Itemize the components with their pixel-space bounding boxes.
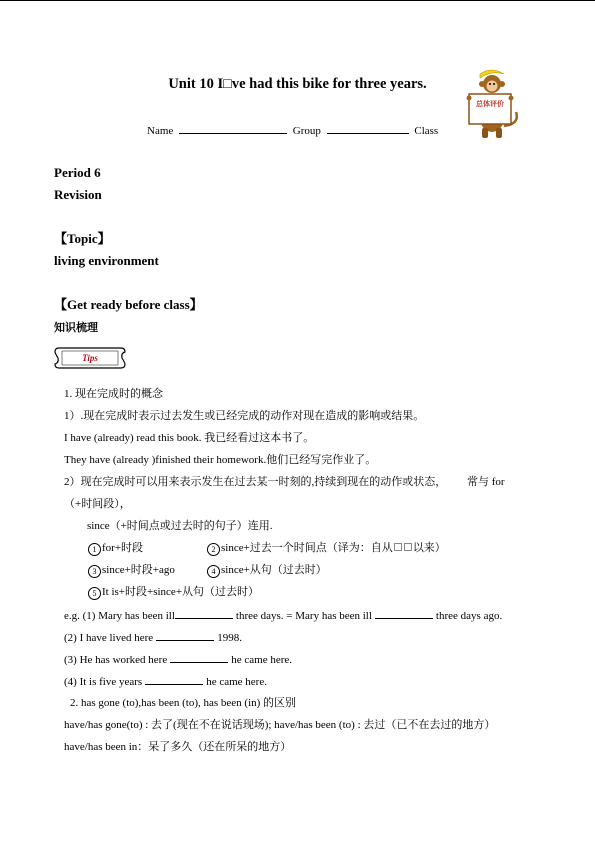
topic-heading: 【Topic】 (54, 231, 111, 246)
tips-text: Tips (82, 353, 98, 363)
circled-number-1: 1 (88, 543, 101, 556)
revision-heading: Revision (54, 187, 102, 202)
knowledge-heading: 知识梳理 (54, 321, 98, 334)
exercise-4-blank[interactable] (145, 674, 203, 685)
usage-item-4: 4 since+从句（过去时） (207, 563, 327, 578)
exercise-4: (4) It is five years he came here. (64, 676, 267, 688)
concept-line-2: 1）.现在完成时表示过去发生或已经完成的动作对现在造成的影响或结果。 (64, 410, 425, 422)
circled-number-2: 2 (207, 543, 220, 556)
page-title: Unit 10 I□ve had this bike for three years. (168, 76, 427, 92)
exercise-2-blank[interactable] (156, 630, 214, 641)
exercise-1-blank-a[interactable] (175, 608, 233, 619)
topic-text: living environment (54, 253, 159, 268)
tips-label-icon (53, 345, 127, 371)
usage-item-1: 1 for+时段 (88, 541, 143, 556)
example-line-read-book: I have (already) read this book. 我已经看过这本书了。 (64, 432, 315, 444)
period-heading: Period 6 (54, 165, 101, 180)
section-2-heading: 2. has gone (to),has been (to), has been (in) 的区别 (70, 697, 297, 709)
student-info-line (147, 123, 438, 138)
circled-number-3: 3 (88, 565, 101, 578)
section-2-line-1: have/has gone(to) : 去了(现在不在说话现场); have/has been (to) : 去过（已不在去过的地方） (64, 719, 496, 731)
name-field[interactable] (179, 123, 287, 134)
section-2-line-2: have/has been in：呆了多久（还在所呆的地方） (64, 741, 292, 753)
name-label: Name (147, 125, 174, 137)
badge-text: 总体评价 (476, 100, 504, 108)
evaluation-board-icon (469, 94, 511, 124)
concept-line-5: since（+时间点或过去时的句子）连用. (87, 520, 273, 532)
exercise-3-blank[interactable] (170, 652, 228, 663)
concept-line-3-for: 常与 for (467, 476, 505, 488)
group-label: Group (292, 125, 321, 137)
top-rule (0, 0, 595, 1)
concept-line-4: （+时间段）， (64, 498, 131, 510)
exercise-2: (2) I have lived here 1998. (64, 632, 242, 644)
exercise-1: e.g. (1) Mary has been ill three days. = Mary has been ill three days ago. (64, 610, 503, 622)
box-icon (394, 543, 402, 551)
exercise-3: (3) He has worked here he came here. (64, 654, 292, 666)
concept-line-3-text: 2）现在完成时可以用来表示发生在过去某一时刻的,持续到现在的动作或状态， (64, 476, 447, 488)
concept-line-3 (64, 475, 505, 489)
usage-item-2: 2 since+过去一个时间点（译为：自从 以来） (207, 541, 446, 556)
concept-line-1: 1. 现在完成时的概念 (64, 388, 163, 400)
circled-number-4: 4 (207, 565, 220, 578)
monkey-evaluation-badge (460, 68, 522, 140)
circled-number-5: 5 (88, 587, 101, 600)
example-line-homework: They have (already )finished their homework.他们已经写完作业了。 (64, 454, 377, 466)
usage-item-5: 5 It is+时段+since+从句（过去时） (88, 585, 259, 600)
usage-item-3: 3 since+时段+ago (88, 563, 175, 578)
group-field[interactable] (327, 123, 409, 134)
get-ready-heading: 【Get ready before class】 (54, 297, 203, 312)
exercise-1-blank-b[interactable] (375, 608, 433, 619)
class-label: Class (414, 125, 439, 137)
box-icon (404, 543, 412, 551)
